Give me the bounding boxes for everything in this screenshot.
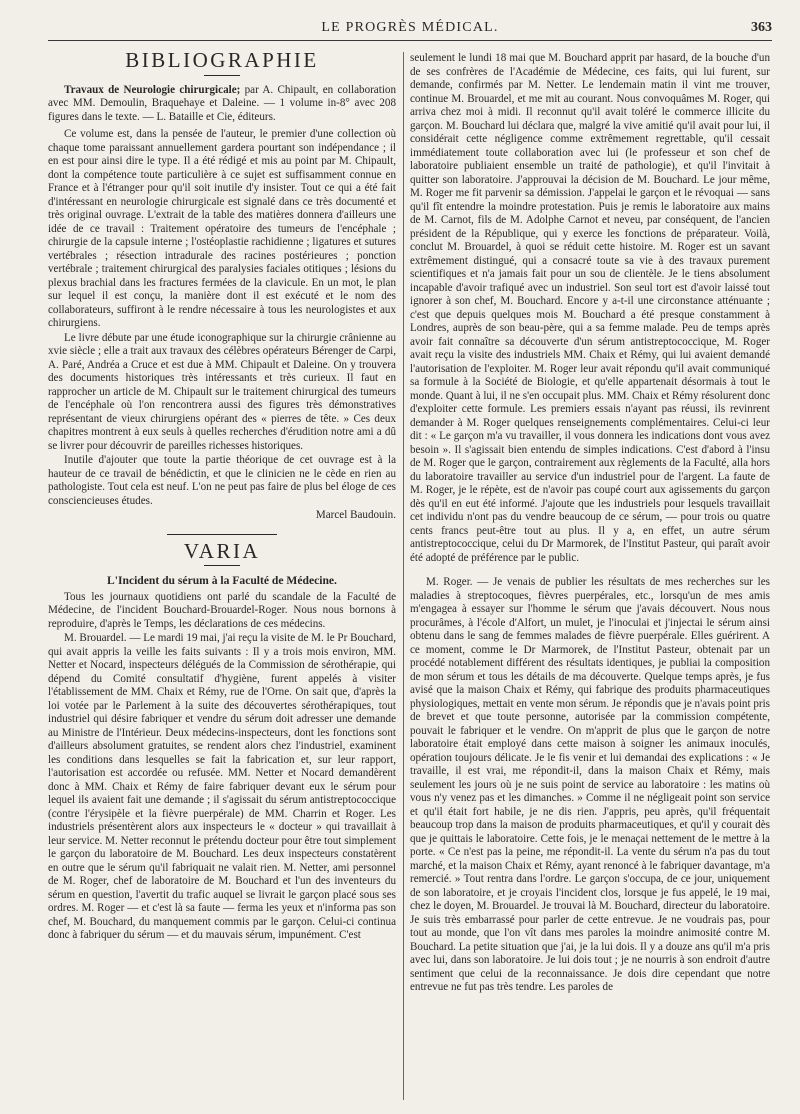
review-signature: Marcel Baudouin.	[315, 509, 396, 521]
journal-title: LE PROGRÈS MÉDICAL.	[321, 20, 499, 35]
section-divider	[48, 531, 396, 539]
running-head	[48, 18, 772, 41]
review-paragraph-3: Inutile d'ajouter que toute la partie théorique de cet ouvrage est à la hauteur de ce travail de bénédictin, et que le clinicien ne le cède en rien au pathologiste. Tout cela est neuf. L'on ne peut pas faire de plus bel éloge de ces consciencieuses études.	[48, 454, 396, 507]
brouardel-statement: M. Brouardel. — Le mardi 19 mai, j'ai reçu la visite de M. le Pr Bouchard, qui avait appris la veille les faits suivants : Il y a trois mois environ, MM. Netter et Nocard, inspecteurs délégués de la Commission de sérothérapie, qui dépend du Comité consultatif d'hygiène, furent appelés à visiter l'établissement de MM. Chaix et Rémy, rue de l'Orne. On sait que, d'après la loi votée par le Parlement à la suite des découvertes sérothérapiques, tout industriel qui désire fabriquer et vendre du sérum doit adresser une demande au Ministre de l'Intérieur. Deux médecins-inspecteurs, dont les fonctions sont d'ailleurs absolument gratuites, se rendent alors chez l'industriel, examinent les conditions dans lesquelles se fait la fabrication et, sur leur rapport, l'autorisation est accordée ou refusée. MM. Netter et Nocard demandèrent donc à MM. Chaix et Rémy de faire fabriquer devant eux le sérum pour lequel ils avaient fait une demande ; il s'agissait du sérum antistreptococcique (contre l'érysipèle et la fièvre puerpérale) de MM. Charrin et Roger. Les industriels présentèrent alors aux inspecteurs le « docteur » qui travaillait à leur service. M. Netter reconnut le prétendu docteur pour être tout simplement le garçon du laboratoire de M. Bouchard. Les deux inspecteurs constatèrent en outre que le sérum qu'il fabriquait ne valait rien. M. Netter, ami personnel de M. Roger, chef de laboratoire de M. Bouchard et l'un des inventeurs du sérum en question, l'avertit du trafic auquel se livrait le garçon placé sous ses ordres. M. Roger — et c'est là sa faute — ferma les yeux et n'informa pas son chef, M. Bouchard, du manquement commis par le garçon. Celui-ci continua donc à fabriquer du sérum — et du mauvais sérum, impunément. C'est	[48, 632, 396, 941]
article-subheading: L'Incident du sérum à la Faculté de Médecine.	[107, 574, 337, 587]
review-paragraph-2: Le livre débute par une étude iconographique sur la chirurgie crânienne au xvie siècle ; elle a trait aux travaux des célèbres opérateurs Bérenger de Carpi, A. Paré, Andréa a Cruce et est due à MM. Chipault et Daleine. On y trouvera des documents historiques très intéressants et très curieux. Il faut en rapprocher un article de M. Chipault sur le traitement chirurgical des tumeurs de l'encéphale où l'on rencontrera aussi des figures très démonstratives représentant de vieux chirurgiens opérant des « pierres de tête. » Ces deux chapitres montrent à eux seuls à quelles recherches d'érudition notre ami a dû se livrer pour découvrir de pareilles richesses historiques.	[48, 331, 396, 452]
book-title: Travaux de Neurologie chirurgicale;	[64, 83, 241, 96]
varia-heading: VARIA	[183, 538, 261, 563]
bibliography-heading: BIBLIOGRAPHIE	[125, 52, 319, 72]
review-paragraph-1: Ce volume est, dans la pensée de l'auteur, le premier d'une collection où chaque tome paraissant annuellement gardera pourtant son indépendance ; il en est pour ainsi dire le type. Il a été rédigé et mis au point par M. Chipault, dont la compétence toute particulière à ce sujet est suffisamment connue en France et à l'étranger pour qu'il soit inutile d'y insister. Tout ce qui a été fait d'intéressant en neurologie chirurgicale est signalé dans ce très documenté et très original ouvrage. L'extrait de la table des matières donnera d'ailleurs une idée de ce travail : Traitement opératoire des tumeurs de l'encéphale ; chirurgie de la capsule interne ; l'ostéoplastie rachidienne ; ligatures et sutures vertébrales ; résection intradurale des racines postérieures ; ponction vertébrale ; traitement chirurgical des paralysies faciales otitiques ; lésions du plexus brachial dans les fractures fermées de la clavicule. En un mot, le plan sur lequel il est conçu, la manière dont il est exécuté et le nom des collaborateurs, suffiront à le rendre nécessaire à tous les neurologistes et aux chirurgiens.	[48, 128, 396, 329]
book-details: par A. Chipault, en collaboration avec MM. Demoulin, Braquehaye et Daleine. — 1 volume in-8° avec 208 figures dans le texte. — L. Bataille et Cie, éditeurs.	[48, 83, 396, 123]
heading-ornament	[48, 70, 396, 76]
roger-statement: M. Roger. — Je venais de publier les résultats de mes recherches sur les maladies à streptocoques, fièvres puerpérales, etc., lorsqu'un de mes amis m'engagea à essayer sur l'homme le sérum que j'avais découvert. Nous nous procurâmes, à l'école d'Alfort, un mulet, je l'inoculai et j'injectai le sérum ainsi obtenu dans le sang de femmes malades de fièvre puerpérale. Elles guérirent. A ce moment, comme le Dr Marmorek, de l'Institut Pasteur, obtenait par un procédé notablement différent des résultats identiques, je publiai la composition de mon sérum et tous les détails de ma découverte. Quelque temps après, je fus avisé que la maison Chaix et Rémy, qui fabrique des produits pharmaceutiques physiologiques, mettait en vente mon sérum. Je répondis que je n'avais point pris de brevet et que toute personne, autorisée par la commission compétente, pouvait le fabriquer et le vendre. On m'apprit de plus que le garçon de notre laboratoire était employé dans cette maison à soigner les animaux inoculés, opération toujours délicate. Je le fis venir et lui demandai des explications : « Je travaille, il est vrai, me répondit-il, dans la maison Chaix et Rémy, mais seulement les jours où je ne suis point de service au laboratoire : les matins où vous n'y venez pas et les dimanches. » Comme il ne négligeait point son service et qu'il était fort habile, je ne dis rien. J'appris, peu après, qu'il fréquentait beaucoup trop dans la maison de produits pharmaceutiques, et qu'il y courait dès que je quittais le laboratoire. Cette fois, je le menaçai nettement de le mettre à la porte. « Ce n'est pas la peine, me répondit-il. La vente du sérum n'a pas du tout marché, et la maison Chaix et Rémy, ayant renoncé à le fabriquer davantage, m'a remercié. » Tout rentra dans l'ordre. Le garçon s'occupa, de ce jour, uniquement de son laboratoire, et je croyais l'incident clos, lorsque je fus appelé, le 19 mai, chez le doyen, M. Brouardel. Je trouvai là M. Bouchard, directeur du laboratoire. Je suis très embarrassé pour parler de cette entrevue. Je ne voudrais pas, pour tout au monde, que l'on vît dans mes paroles la moindre animosité contre M. Bouchard. La petite situation que j'ai, je la lui dois. Il y a douze ans qu'il m'a pris avec lui, dans son laboratoire. Je lui dois tout ; je ne nourris à son endroit d'autre sentiment que celui de la reconnaissance. Je dois dire cependant que notre entrevue ne fut pas très tendre. Les paroles de	[410, 576, 770, 993]
heading-ornament	[48, 560, 396, 566]
page-number: 363	[751, 20, 772, 35]
left-column	[48, 52, 396, 1102]
article-intro: Tous les journaux quotidiens ont parlé du scandale de la Faculté de Médecine, de l'incident Bouchard-Brouardel-Roger. Nous nous bornons à reproduire, d'après le Temps, les déclarations de ces médecins.	[48, 590, 396, 630]
column-divider	[403, 52, 404, 1100]
brouardel-statement-continued: seulement le lundi 18 mai que M. Bouchard apprit par hasard, de la bouche d'un de ses confrères de l'Académie de Médecine, ces faits, qui lui furent, sur demande, confirmés par M. Netter. Le lendemain matin il vint me trouver, continue M. Brouardel, et me mit au courant. Nous convoquâmes M. Roger, qui arriva chez moi à midi. Il reconnut qu'il avait toléré le commerce illicite du garçon. M. Bouchard lui déclara que, malgré la vive amitié qu'il avait pour lui, il considérait cette négligence comme extrêmement regrettable, qu'il cessait immédiatement toute collaboration avec lui (le professeur et son chef de laboratoire publiaient ensemble un traité de pathologie), et qu'il l'invitait à quitter son laboratoire. J'approuvai la décision de M. Bouchard. Le jour même, M. Roger me fit parvenir sa démission. J'appelai le garçon et le révoquai — sans qu'il fît entendre la moindre protestation. Puis je remis le laboratoire aux mains de M. Carnot, fils de M. Adolphe Carnot et neveu, par conséquent, de l'ancien président de la République, qui y exerce les fonctions de préparateur. Voilà, conclut M. Brouardel, à quoi se réduit cette histoire. M. Roger est un savant extrêmement distingué, qui a consacré toute sa vie à des travaux purement scientifiques et n'a jamais fait pour un sou de clientèle. Je le tiens absolument incapable d'avoir trafiqué avec un industriel. Son seul tort est d'avoir laissé tout ignorer à son chef, M. Bouchard. Encore y a-t-il une circonstance atténuante ; c'est que depuis quelques mois M. Bouchard a été presque constamment à Londres, auprès de son beau-père, qui a sa femme malade. Peu de temps après avoir fait connaître sa découverte d'un sérum antistreptococcique, M. Roger avait reçu la visite des industriels MM. Chaix et Rémy, qui lui avaient demandé l'autorisation de l'exploiter. M. Roger leur avait répondu qu'il avait communiqué sa formule à la Société de Biologie, et qu'elle appartenait désormais à tout le monde. Quant à lui, il ne s'en occupait plus. MM. Chaix et Rémy résolurent donc d'exploiter cette formule. Les premiers essais n'ayant pas réussi, ils revinrent demander à M. Roger quelques renseignements complémentaires. Celui-ci leur dit : « Le garçon m'a vu travailler, il vous donnera les indications dont vous avez besoin ». Il s'agissait bien entendu de simples indications. C'est d'abord à l'insu de M. Roger que le garçon, contrairement aux règlements de la Faculté, alla hors du laboratoire travailler au service d'un industriel pour de l'argent. La faute de M. Roger, je le répète, est de n'avoir pas coupé court aux agissements du garçon dès qu'il en eut été informé. J'ajoute que les industriels pour lesquels travaillait cet individu n'ont pas du vendre beaucoup de ce sérum, — pour trois ou quatre cents francs peut-être tout au plus. Il y a, en effet, un autre sérum antistreptococcique, celui du Dr Marmorek, de l'Institut Pasteur, qui paraît avoir été adopté de préférence par le public.	[410, 52, 770, 564]
book-reference	[48, 84, 396, 125]
paragraph-gap	[410, 566, 770, 576]
right-column	[410, 52, 770, 1102]
